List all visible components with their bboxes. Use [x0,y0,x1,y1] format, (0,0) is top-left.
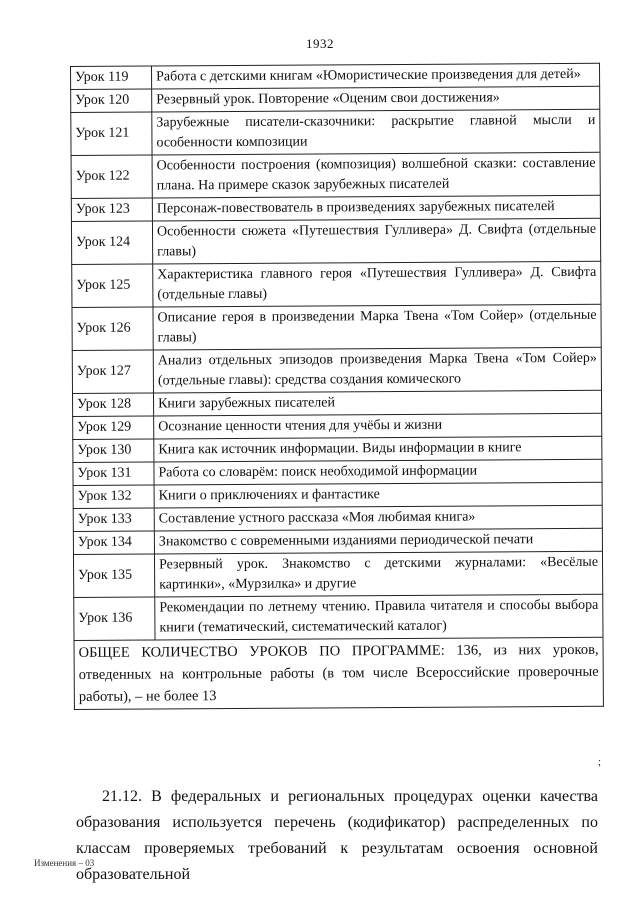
lesson-topic: Описание героя в произведении Марка Твена «Том Сойер» (отдельные главы) [153,304,601,350]
lesson-topic: Знакомство с современными изданиями периодической печати [154,528,602,554]
lesson-number: Урок 119 [71,66,152,89]
lesson-row [73,436,602,462]
lesson-row [73,528,602,554]
lesson-number: Урок 131 [73,462,154,485]
lesson-row [73,459,602,485]
page-number: 1932 [306,36,334,51]
lessons-table-body [71,63,603,640]
lesson-number: Урок 135 [73,554,154,597]
lesson-number: Урок 133 [73,508,154,531]
lesson-row [71,152,600,198]
lessons-table [70,63,604,710]
lesson-topic: Осознание ценности чтения для учёбы и жизни [154,413,602,439]
lesson-row [73,482,602,508]
section-paragraph: 21.12. В федеральных и региональных процедурах оценки качества образования используется перечень (кодификатор) распределенных по классам проверяемых требований к результатам освоения основной образовательной [76,788,598,883]
lesson-number: Урок 120 [71,89,152,112]
lesson-number: Урок 134 [73,531,154,554]
lesson-number: Урок 132 [73,485,154,508]
lesson-row [71,109,600,155]
lesson-topic: Работа со словарём: поиск необходимой информации [154,459,602,485]
total-row [74,637,603,709]
lesson-number: Урок 130 [73,439,154,462]
lesson-number: Урок 122 [71,155,152,198]
footer-revision-note: Изменения – 03 [34,858,95,868]
lesson-topic: Анализ отдельных эпизодов произведения Марка Твена «Том Сойер» (отдельные главы): средства создания комического [153,347,601,393]
lesson-topic: Рекомендации по летнему чтению. Правила читателя и способы выбора книги (тематический, систематический каталог) [155,594,603,640]
lesson-row [73,413,602,439]
lesson-number: Урок 125 [72,264,153,307]
lesson-row [72,261,601,307]
lesson-number: Урок 128 [73,393,154,416]
lesson-number: Урок 124 [71,221,152,264]
lesson-row [73,390,602,416]
lesson-row [71,195,600,221]
lesson-topic: Резервный урок. Знакомство с детскими журналами: «Весёлые картинки», «Мурзилка» и другие [154,551,602,597]
lesson-number: Урок 136 [74,597,155,640]
lesson-topic: Особенности сюжета «Путешествия Гулливера» Д. Свифта (отдельные главы) [152,218,600,264]
lesson-topic: Особенности построения (композиция) волшебной сказки: составление плана. На примере сказок зарубежных писателей [152,152,600,198]
lesson-topic: Зарубежные писатели-сказочники: раскрытие главной мысли и особенности композиции [152,109,600,155]
lesson-row [71,86,600,112]
lesson-row [72,347,601,393]
lesson-topic: Персонаж-повествователь в произведениях зарубежных писателей [152,195,600,221]
margin-mark: ; [598,756,602,768]
lesson-row [72,304,601,350]
lesson-number: Урок 129 [73,416,154,439]
lesson-number: Урок 123 [71,198,152,221]
lesson-row [73,551,602,597]
lesson-topic: Резервный урок. Повторение «Оценим свои достижения» [152,86,600,112]
lesson-topic: Книги о приключениях и фантастике [154,482,602,508]
total-lessons-text: ОБЩЕЕ КОЛИЧЕСТВО УРОКОВ ПО ПРОГРАММЕ: 136, из них уроков, отведенных на контрольные работы (в том числе Всероссийские проверочные работы), – не более 13 [74,637,603,709]
lesson-row [74,594,603,640]
lesson-topic: Книга как источник информации. Виды информации в книге [154,436,602,462]
lesson-row [71,63,600,89]
lesson-number: Урок 127 [72,350,153,393]
lesson-topic: Характеристика главного героя «Путешествия Гулливера» Д. Свифта (отдельные главы) [153,261,601,307]
lesson-row [71,218,600,264]
lesson-topic: Книги зарубежных писателей [153,390,601,416]
lesson-topic: Работа с детскими книгам «Юмористические произведения для детей» [152,63,600,89]
lessons-table-wrapper [70,63,604,710]
lesson-topic: Составление устного рассказа «Моя любимая книга» [154,505,602,531]
lesson-row [73,505,602,531]
lesson-number: Урок 121 [71,112,152,155]
lesson-number: Урок 126 [72,307,153,350]
